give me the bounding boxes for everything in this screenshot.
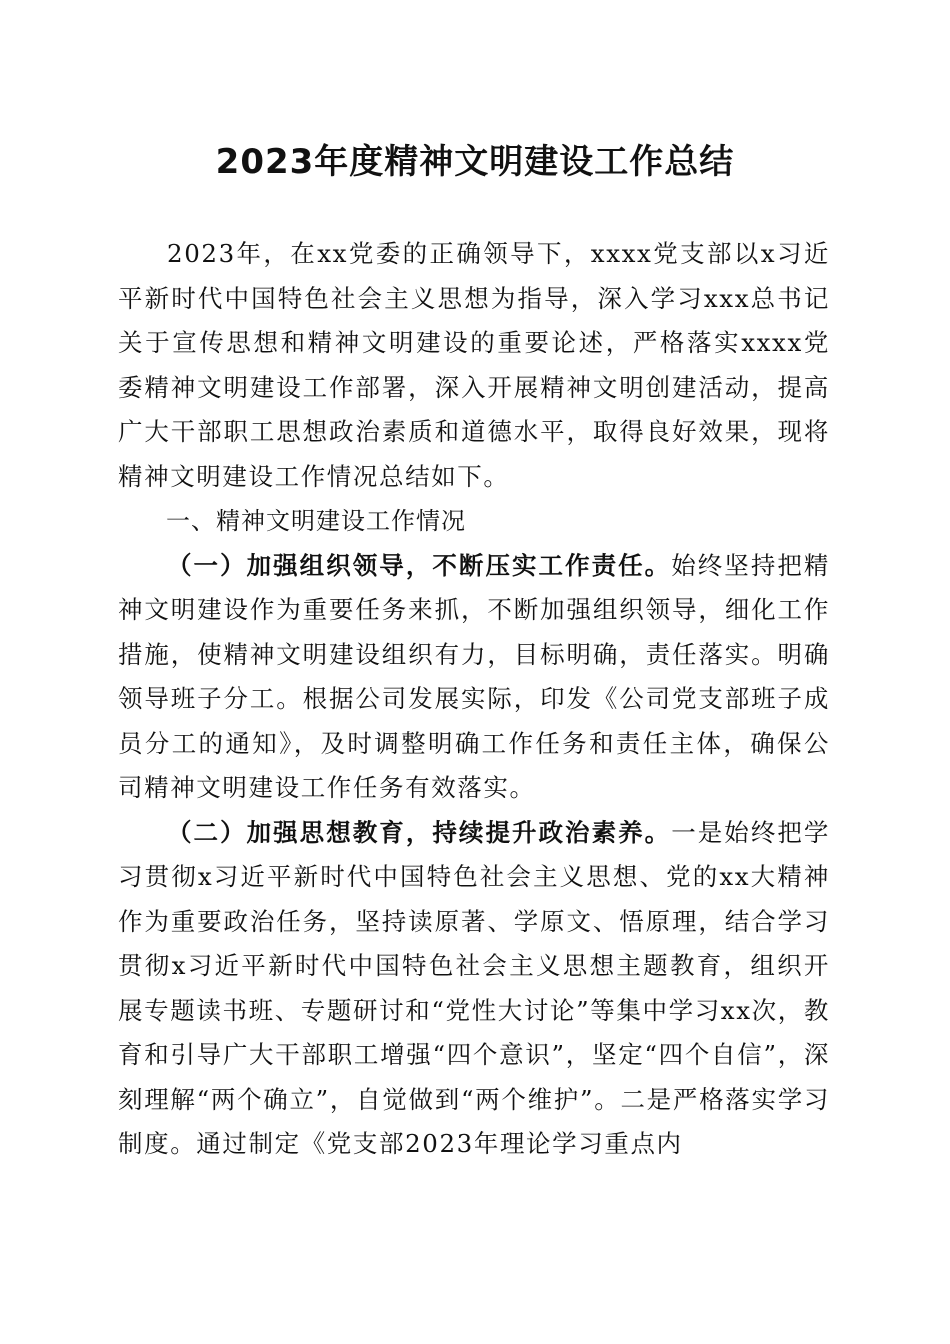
item-paragraph-1 (118, 544, 830, 811)
item-2-lead: （二）加强思想教育，持续提升政治素养。 (167, 817, 672, 847)
item-2-text: 一是始终把学习贯彻x习近平新时代中国特色社会主义思想、党的xx大精神作为重要政治任务，坚持读原著、学原文、悟原理，结合学习贯彻x习近平新时代中国特色社会主义思想主题教育，组织开展专题读书班、专题研讨和“党性大讨论”等集中学习xx次，教育和引导广大干部职工增强“四个意识”，坚定“四个自信”，深刻理解“两个确立”，自觉做到“两个维护”。二是严格落实学习制度。通过制定《党支部2023年理论学习重点内 (118, 817, 830, 1158)
item-1-text: 始终坚持把精神文明建设作为重要任务来抓，不断加强组织领导，细化工作措施，使精神文明建设组织有力，目标明确，责任落实。明确领导班子分工。根据公司发展实际，印发《公司党支部班子成员分工的通知》，及时调整明确工作任务和责任主体，确保公司精神文明建设工作任务有效落实。 (118, 550, 830, 802)
item-1-lead: （一）加强组织领导，不断压实工作责任。 (167, 550, 672, 580)
document-title: 2023年度精神文明建设工作总结 (215, 142, 735, 182)
intro-paragraph: 2023年，在xx党委的正确领导下，xxxx党支部以x习近平新时代中国特色社会主义思想为指导，深入学习xxx总书记关于宣传思想和精神文明建设的重要论述，严格落实xxxx党委精神文明建设工作部署，深入开展精神文明创建活动，提高广大干部职工思想政治素质和道德水平，取得良好效果，现将精神文明建设工作情况总结如下。 (118, 239, 830, 491)
section-heading: 一、精神文明建设工作情况 (166, 507, 466, 535)
item-paragraph-2 (118, 811, 830, 1167)
document-body (118, 232, 830, 1167)
